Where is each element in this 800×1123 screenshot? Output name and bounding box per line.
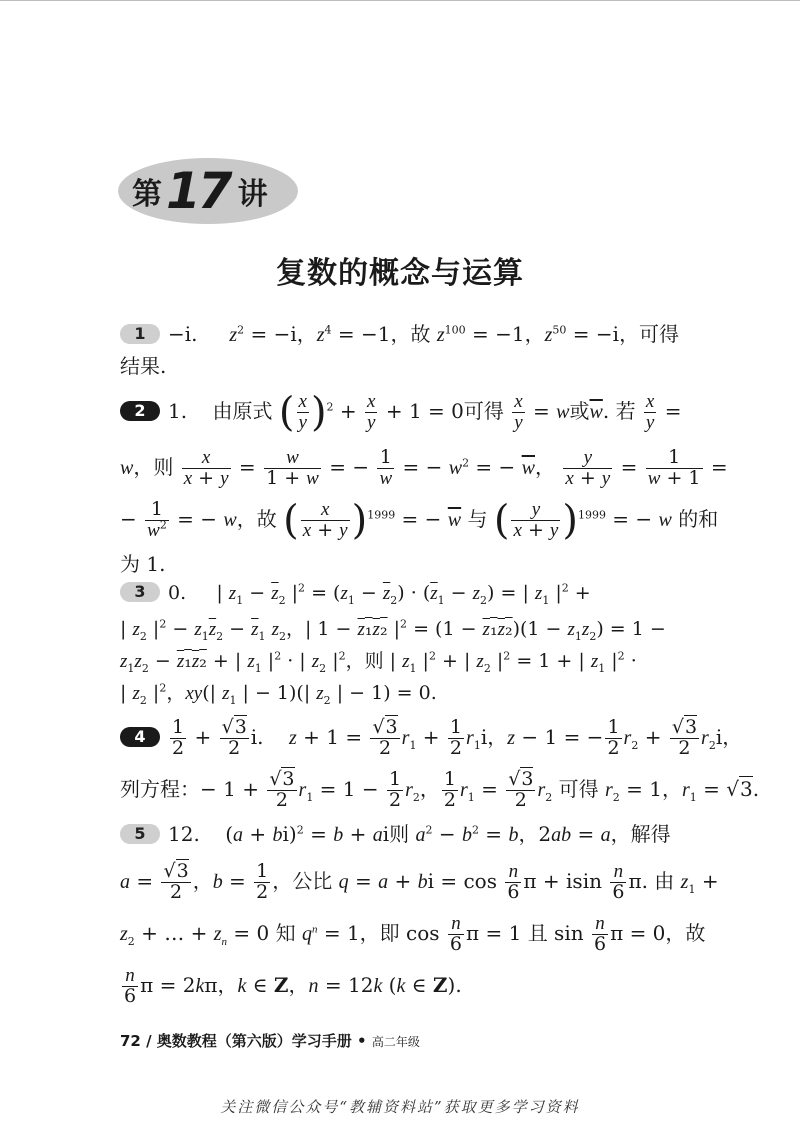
chapter-suffix: 讲 [237, 177, 268, 212]
problem-2-text-i: 为 1. [120, 552, 166, 576]
problem-2-text-a: 由原式 [212, 398, 273, 423]
problem-1-answer: −i. [168, 322, 198, 346]
problem-4-number: 4 [120, 727, 160, 747]
problem-5-line-2: a = $\frac{√3}{2}$ ，b = $\frac{1}{2}$ ，公比 q = a + bi = cos $\frac{n}{6}$ π + isin $\frac{n}{6}$ π. 由 $z_1$ + [120, 860, 719, 903]
scan-edge-top [0, 0, 800, 1]
problem-2-line-2: w，则 $\frac{x}{x + y}$ = $\frac{w}{1 + w}$ = − $\frac{1}{w}$ = − $w^2$ = − $\overline{w}$， $\frac{y}{x + y}$ = $\frac{1}{w + 1}$ = [120, 446, 728, 489]
grade-label: 高二年级 [371, 1035, 420, 1049]
problem-2-text-h: 的和 [678, 506, 719, 531]
problem-3-number: 3 [120, 582, 160, 602]
problem-5-text-d: . 由 [641, 868, 675, 893]
problem-5-text-f: ，即 [359, 920, 400, 945]
problem-2-text-e: ，则 [133, 454, 174, 479]
problem-3-line-1: 3 0. | $z_1 - \overline{z}_2$ $|^2 = (z_1 - \overline{z}_2) \cdot (\overline{z}_1 - z_2)$ = | $z_1$ $|^2$ + [120, 582, 685, 605]
chapter-number: 17 [166, 162, 230, 220]
problem-5-line-1: 5 12. (a + bi)$^2$ = b + ai则 $a^2 - b^2 = b$，2ab = a，解得 [120, 818, 685, 847]
problem-5-text-a: 则 [389, 822, 410, 846]
problem-1-line-1: 1 −i. $z^2 = -i$，$z^4 = -1$，故 $z^{100} = -1$，$z^{50} = -i$，可得 [120, 318, 685, 347]
problem-5-answer: 12. [168, 822, 200, 846]
problem-3-line-3: $z_1z_2 - z_1z_2$ + | $z_1$ $|^2$ · | $z_2$ $|^2$，则 | $z_1$ $|^2$ + | $z_2$ $|^2 = 1$ + | $z_1$ $|^2$ · [120, 649, 637, 675]
problem-4-text-a: 列方程： [120, 776, 200, 801]
problem-5-number: 5 [120, 824, 160, 844]
problem-5-line-3: $z_2$ + … + $z_n = 0$ 知 $q^n = 1$，即 cos $\frac{n}{6}$ π = 1 且 sin $\frac{n}{6}$ π = 0，故 [120, 913, 706, 955]
problem-2-text-c: 或 [569, 398, 590, 423]
problem-1-line-2 [120, 350, 685, 379]
problem-2-line-4 [120, 548, 685, 577]
problem-1-result: 结果. [120, 354, 167, 378]
problem-1-conclusion: ，可得 [619, 322, 680, 346]
problem-4-text-b: 可得 [558, 776, 599, 801]
problem-1-number: 1 [120, 324, 160, 344]
problem-2-number: 2 [120, 401, 160, 421]
problem-3-answer: 0. [168, 582, 187, 604]
problem-2-text-f: ，故 [236, 506, 277, 531]
problem-2-answer: 1. [168, 398, 188, 423]
chapter-heading [132, 160, 268, 222]
problem-2-line-1: 2 1. 由原式 ( $\frac{x}{y}$ )$^2$ + $\frac{x}{y}$ + 1 = 0可得 $\frac{x}{y}$ = w或$\overline{w}$. 若 $\frac{x}{y}$ = [120, 392, 685, 433]
problem-5-text-h: ，故 [665, 920, 706, 945]
problem-3-line-2: | $z_2$ $|^2 - z_1\overline{z}_2 - \overline{z}_1$ $z_2$，| 1 − z₁z₂ $|^2 = (1 - z_1z_2)(1 - z_1z_2) = 1$ − [120, 617, 666, 643]
problem-3-text-then: ，则 [345, 650, 384, 672]
page-footer [120, 1030, 420, 1051]
problem-2-text-d: 若 [615, 398, 636, 423]
problem-2-line-3: − $\frac{1}{w^2}$ = − w，故 ( $\frac{x}{x + y}$ )$^{1999}$ = − $\overline{w}$ 与 ( $\frac{y}{x + y}$ )$^{1999}$ = − w 的和 [120, 497, 719, 544]
page-number: 72 [120, 1032, 141, 1050]
problem-5-line-4: $\frac{n}{6}$ π = 2kπ，k ∈ Z，n = 12k (k ∈ Z). [124, 965, 462, 1007]
page-title: 复数的概念与运算 [276, 256, 524, 291]
problem-5-text-b: ，解得 [610, 822, 671, 846]
problem-3-line-4: | $z_2$ $|^2$，xy(| $z_1$ | − 1)(| $z_2$ | − 1) = 0. [120, 681, 437, 707]
problem-2-text-b: 可得 [463, 398, 504, 423]
problem-5-text-e: 知 [275, 920, 296, 945]
watermark: 关注微信公众号“教辅资料站”获取更多学习资料 [220, 1098, 580, 1116]
book-title: / 奥数教程（第六版）学习手册 [146, 1032, 352, 1050]
footer-dot: • [357, 1032, 367, 1050]
problem-4-line-1: 4 $\frac{1}{2}$ + $\frac{√3}{2}$ i. z + 1 = $\frac{√3}{2}$ $r_1$ + $\frac{1}{2}$ $r_1i$，z − 1 = − $\frac{1}{2}$ $r_2$ + $\frac{√3}{2}$ $r_2i$， [120, 718, 685, 759]
problem-2-text-g: 与 [467, 506, 488, 531]
problem-5-text-c: ，公比 [272, 868, 333, 893]
problem-5-text-g: 且 [527, 920, 548, 945]
chapter-prefix: 第 [132, 177, 162, 212]
problem-4-line-2: 列方程：− 1 + $\frac{√3}{2}$ $r_1 = 1$ − $\frac{1}{2}$ $r_2$， $\frac{1}{2}$ $r_1$ = $\frac{√3}{2}$ $r_2$ 可得 $r_2 = 1$，$r_1 = √3$. [120, 768, 760, 811]
